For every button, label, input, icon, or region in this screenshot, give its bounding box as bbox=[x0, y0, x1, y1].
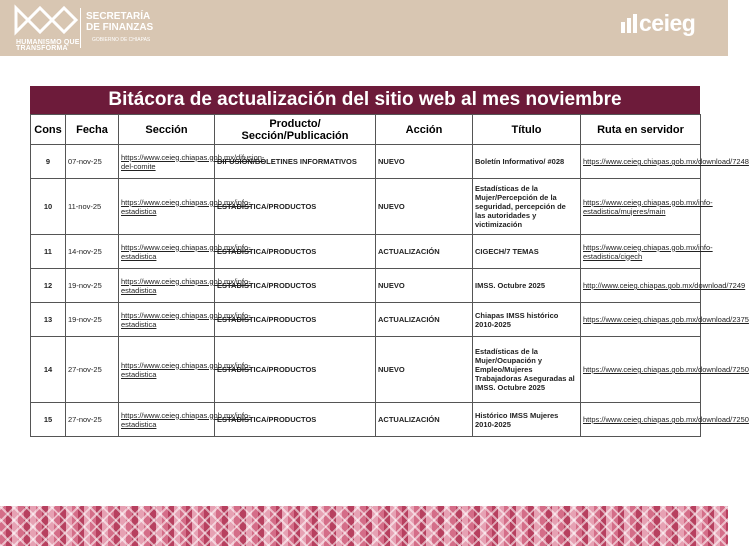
cell-fecha: 19-nov-25 bbox=[66, 303, 119, 337]
cell-producto: ESTADÍSTICA/PRODUCTOS bbox=[215, 179, 376, 235]
cell-titulo: IMSS. Octubre 2025 bbox=[473, 269, 581, 303]
cell-accion: NUEVO bbox=[376, 337, 473, 403]
cell-producto: ESTADÍSTICA/PRODUCTOS bbox=[215, 303, 376, 337]
cell-accion: ACTUALIZACIÓN bbox=[376, 235, 473, 269]
cell-cons: 14 bbox=[31, 337, 66, 403]
cell-titulo: CIGECH/7 TEMAS bbox=[473, 235, 581, 269]
cell-accion: NUEVO bbox=[376, 179, 473, 235]
cell-titulo: Estadísticas de la Mujer/Ocupación y Empleo/Mujeres Trabajadoras Aseguradas al IMSS. Octubre 2025 bbox=[473, 337, 581, 403]
secretaria-line1: SECRETARÍA bbox=[86, 11, 151, 22]
secretaria-line2: DE FINANZAS bbox=[86, 22, 154, 33]
col-cons: Cons bbox=[31, 115, 66, 145]
cell-seccion-link[interactable]: https://www.ceieg.chiapas.gob.mx/info-estadistica bbox=[119, 269, 215, 303]
cell-fecha: 14-nov-25 bbox=[66, 235, 119, 269]
cell-producto: ESTADÍSTICA/PRODUCTOS bbox=[215, 403, 376, 437]
cell-titulo: Boletín Informativo/ #028 bbox=[473, 145, 581, 179]
cell-cons: 15 bbox=[31, 403, 66, 437]
tagline-line1: HUMANISMO QUE bbox=[16, 39, 80, 46]
cell-producto: ESTADÍSTICA/PRODUCTOS bbox=[215, 337, 376, 403]
ceieg-brand: ceieg bbox=[639, 10, 696, 36]
cell-seccion-link[interactable]: https://www.ceieg.chiapas.gob.mx/info-estadistica bbox=[119, 403, 215, 437]
cell-ruta-link[interactable]: https://www.ceieg.chiapas.gob.mx/download/7248 bbox=[581, 145, 701, 179]
cell-seccion-link[interactable]: https://www.ceieg.chiapas.gob.mx/info-estadistica bbox=[119, 303, 215, 337]
page-title: Bitácora de actualización del sitio web al mes noviembre bbox=[30, 86, 700, 114]
tagline-line2: TRANSFORMA bbox=[16, 45, 68, 52]
cell-fecha: 07-nov-25 bbox=[66, 145, 119, 179]
table-row bbox=[31, 179, 701, 235]
cell-ruta-link[interactable]: https://www.ceieg.chiapas.gob.mx/download/7250 bbox=[581, 403, 701, 437]
gobierno-label: GOBIERNO DE CHIAPAS bbox=[92, 37, 151, 43]
cell-ruta-link[interactable]: https://www.ceieg.chiapas.gob.mx/download/7250 bbox=[581, 337, 701, 403]
cell-seccion-link[interactable]: https://www.ceieg.chiapas.gob.mx/info-estadistica bbox=[119, 337, 215, 403]
cell-producto: ESTADÍSTICA/PRODUCTOS bbox=[215, 235, 376, 269]
col-fecha: Fecha bbox=[66, 115, 119, 145]
cell-fecha: 27-nov-25 bbox=[66, 337, 119, 403]
col-ruta: Ruta en servidor bbox=[581, 115, 701, 145]
cell-cons: 11 bbox=[31, 235, 66, 269]
table-row bbox=[31, 303, 701, 337]
ceieg-logo-icon bbox=[620, 14, 638, 34]
cell-producto: ESTADÍSTICA/PRODUCTOS bbox=[215, 269, 376, 303]
cell-cons: 9 bbox=[31, 145, 66, 179]
col-seccion: Sección bbox=[119, 115, 215, 145]
cell-seccion-link[interactable]: https://www.ceieg.chiapas.gob.mx/difusion-del-comite bbox=[119, 145, 215, 179]
cell-producto: DIFUSIÓN/BOLETINES INFORMATIVOS bbox=[215, 145, 376, 179]
cell-seccion-link[interactable]: https://www.ceieg.chiapas.gob.mx/info-estadistica bbox=[119, 235, 215, 269]
update-log-table bbox=[30, 114, 749, 437]
cell-ruta-link[interactable]: https://www.ceieg.chiapas.gob.mx/info-estadistica/mujeres/main bbox=[581, 179, 701, 235]
cell-seccion-link[interactable]: https://www.ceieg.chiapas.gob.mx/info-estadistica bbox=[119, 179, 215, 235]
table-row bbox=[31, 337, 701, 403]
cell-cons: 13 bbox=[31, 303, 66, 337]
cell-accion: ACTUALIZACIÓN bbox=[376, 403, 473, 437]
decorative-footer-band bbox=[0, 506, 728, 546]
header-divider bbox=[80, 8, 81, 48]
cell-titulo: Chiapas IMSS histórico 2010-2025 bbox=[473, 303, 581, 337]
cell-accion: ACTUALIZACIÓN bbox=[376, 303, 473, 337]
table-row bbox=[31, 235, 701, 269]
table-row bbox=[31, 145, 701, 179]
cell-titulo: Estadísticas de la Mujer/Percepción de la seguridad, percepción de las autoridades y victimización bbox=[473, 179, 581, 235]
header-band bbox=[0, 0, 728, 56]
cell-ruta-link[interactable]: https://www.ceieg.chiapas.gob.mx/download/2375 bbox=[581, 303, 701, 337]
cell-ruta-link[interactable]: https://www.ceieg.chiapas.gob.mx/info-estadistica/cigech bbox=[581, 235, 701, 269]
cell-accion: NUEVO bbox=[376, 145, 473, 179]
cell-fecha: 27-nov-25 bbox=[66, 403, 119, 437]
cell-accion: NUEVO bbox=[376, 269, 473, 303]
col-titulo: Título bbox=[473, 115, 581, 145]
table-header-row bbox=[31, 115, 701, 145]
cell-cons: 10 bbox=[31, 179, 66, 235]
cell-fecha: 19-nov-25 bbox=[66, 269, 119, 303]
col-accion: Acción bbox=[376, 115, 473, 145]
cell-cons: 12 bbox=[31, 269, 66, 303]
col-producto: Producto/ Sección/Publicación bbox=[215, 115, 376, 145]
cell-ruta-link[interactable]: http://www.ceieg.chiapas.gob.mx/download/7249 bbox=[581, 269, 701, 303]
cell-fecha: 11-nov-25 bbox=[66, 179, 119, 235]
cell-titulo: Histórico IMSS Mujeres 2010-2025 bbox=[473, 403, 581, 437]
table-row bbox=[31, 269, 701, 303]
table-row bbox=[31, 403, 701, 437]
